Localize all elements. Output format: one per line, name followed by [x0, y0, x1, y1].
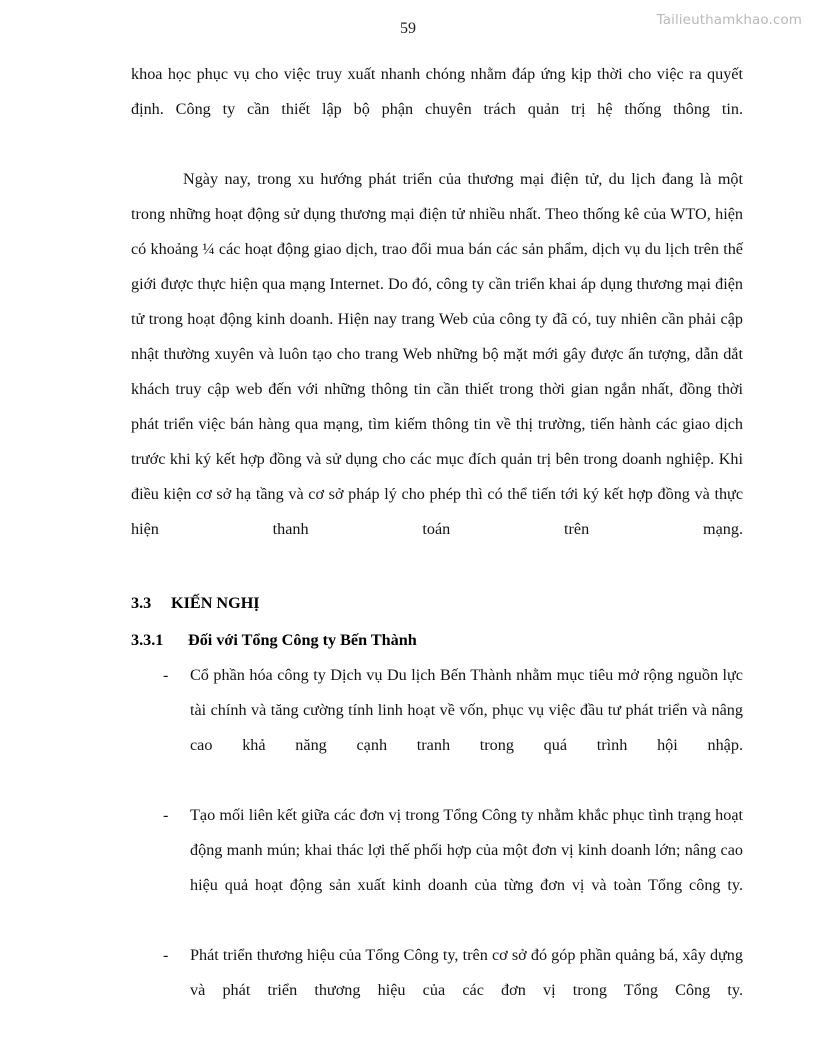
page-number: 59 [400, 20, 416, 37]
heading-subsection-3-3-1 [131, 623, 743, 658]
dash-marker-icon: - [163, 946, 169, 964]
list-item-text: Phát triển thương hiệu của Tổng Công ty, trên cơ sở đó góp phần quảng bá, xây dựng và phát triển thương hiệu của các đơn vị trong Tổng Công ty. [190, 946, 743, 999]
heading-subsection-title: Đối với Tổng Công ty Bến Thành [188, 631, 417, 649]
page-content [131, 57, 743, 1043]
recommendation-list [131, 658, 743, 1043]
list-item [131, 798, 743, 938]
list-item [131, 658, 743, 798]
list-item [131, 938, 743, 1043]
list-item-text: Cổ phần hóa công ty Dịch vụ Du lịch Bến Thành nhằm mục tiêu mở rộng nguồn lực tài chính và tăng cường tính linh hoạt về vốn, phục vụ việc đầu tư phát triển và nâng cao khả năng cạnh tranh trong quá trình hội nhập. [190, 666, 743, 754]
dash-marker-icon: - [163, 666, 169, 684]
heading-section-title: KIẾN NGHỊ [171, 594, 260, 612]
heading-subsection-number: 3.3.1 [131, 631, 164, 649]
watermark-text: Tailieuthamkhao.com [656, 12, 802, 28]
list-item-text: Tạo mối liên kết giữa các đơn vị trong Tổng Công ty nhằm khắc phục tình trạng hoạt động manh mún; khai thác lợi thế phối hợp của một đơn vị kinh doanh lớn; nâng cao hiệu quả hoạt động sản xuất kinh doanh của từng đơn vị và toàn Tổng công ty. [190, 806, 743, 894]
paragraph-2: Ngày nay, trong xu hướng phát triển của thương mại điện tử, du lịch đang là một trong những hoạt động sử dụng thương mại điện tử nhiều nhất. Theo thống kê của WTO, hiện có khoảng ¼ các hoạt động giao dịch, trao đổi mua bán các sản phẩm, dịch vụ du lịch trên thế giới được thực hiện qua mạng Internet. Do đó, công ty cần triển khai áp dụng thương mại điện tử trong hoạt động kinh doanh. Hiện nay trang Web của công ty đã có, tuy nhiên cần phải cập nhật thường xuyên và luôn tạo cho trang Web những bộ mặt mới gây được ấn tượng, dẫn dắt khách truy cập web đến với những thông tin cần thiết trong thời gian ngắn nhất, đồng thời phát triển việc bán hàng qua mạng, tìm kiếm thông tin về thị trường, tiến hành các giao dịch trước khi ký kết hợp đồng và sử dụng cho các mục đích quản trị bên trong doanh nghiệp. Khi điều kiện cơ sở hạ tầng và cơ sở pháp lý cho phép thì có thể tiến tới ký kết hợp đồng và thực hiện thanh toán trên mạng. [131, 170, 743, 538]
heading-section-3-3 [131, 586, 743, 621]
dash-marker-icon: - [163, 806, 169, 824]
heading-section-number: 3.3 [131, 594, 152, 612]
paragraph-1: khoa học phục vụ cho việc truy xuất nhanh chóng nhằm đáp ứng kịp thời cho việc ra quyết định. Công ty cần thiết lập bộ phận chuyên trách quản trị hệ thống thông tin. [131, 65, 743, 118]
